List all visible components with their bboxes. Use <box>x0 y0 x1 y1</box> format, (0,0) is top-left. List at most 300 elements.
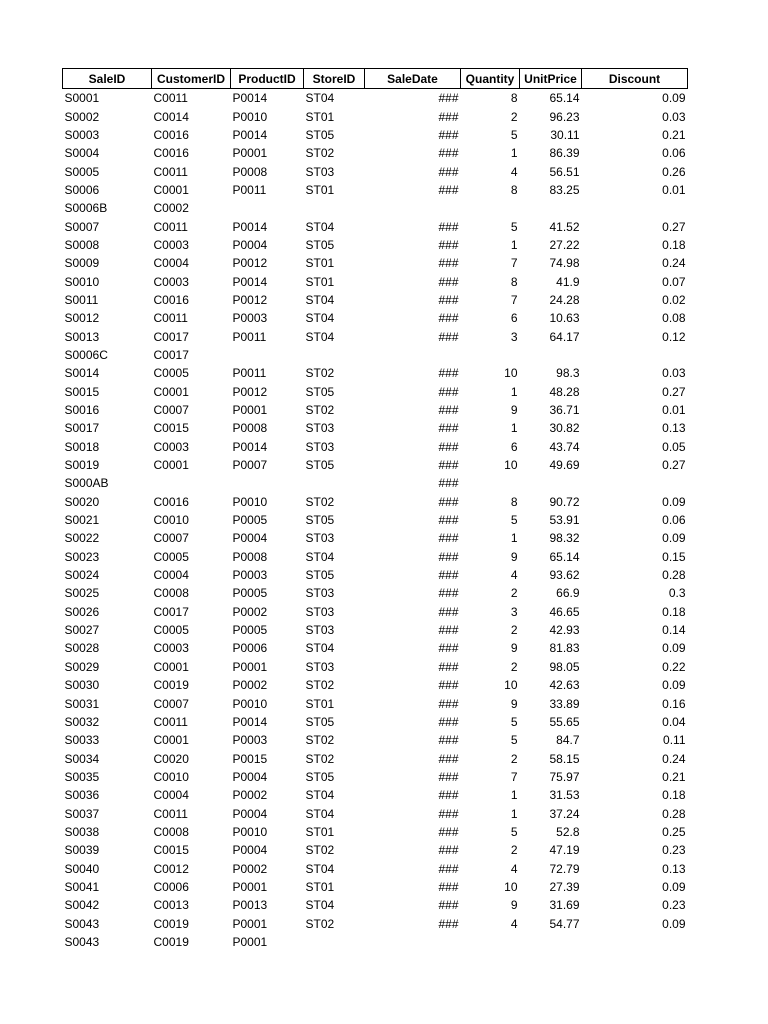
store-id-cell[interactable]: ST03 <box>305 623 335 638</box>
store-id-cell[interactable]: ST01 <box>305 696 335 711</box>
customer-id-cell[interactable]: C0001 <box>153 458 189 473</box>
sale-id-cell[interactable]: S0037 <box>64 806 100 821</box>
customer-id-cell[interactable]: C0016 <box>153 494 189 509</box>
quantity-cell[interactable]: 7 <box>510 292 518 307</box>
discount-cell[interactable]: 0.28 <box>662 806 686 821</box>
store-id-cell[interactable]: ST05 <box>305 568 335 583</box>
unit-price-cell[interactable]: 36.71 <box>549 403 580 418</box>
header-unitprice[interactable]: UnitPrice <box>520 69 582 89</box>
store-id-cell[interactable]: ST02 <box>305 403 335 418</box>
discount-cell[interactable]: 0.09 <box>662 531 686 546</box>
customer-id-cell[interactable]: C0015 <box>153 843 189 858</box>
sale-date-cell[interactable]: ### <box>438 476 459 491</box>
header-quantity[interactable]: Quantity <box>461 69 520 89</box>
sale-date-cell[interactable]: ### <box>438 788 459 803</box>
unit-price-cell[interactable]: 27.39 <box>549 879 580 894</box>
sale-id-cell[interactable]: S0002 <box>64 109 100 124</box>
discount-cell[interactable]: 0.13 <box>662 861 686 876</box>
sale-id-cell[interactable]: S0042 <box>64 898 100 913</box>
unit-price-cell[interactable]: 49.69 <box>549 458 580 473</box>
quantity-cell[interactable]: 2 <box>510 843 518 858</box>
unit-price-cell[interactable]: 48.28 <box>549 384 580 399</box>
discount-cell[interactable]: 0.02 <box>662 292 686 307</box>
product-id-cell[interactable]: P0004 <box>232 806 268 821</box>
quantity-cell[interactable]: 1 <box>510 384 518 399</box>
customer-id-cell[interactable]: C0010 <box>153 513 189 528</box>
sale-id-cell[interactable]: S0001 <box>64 91 100 106</box>
quantity-cell[interactable]: 5 <box>510 733 518 748</box>
store-id-cell[interactable]: ST04 <box>305 292 335 307</box>
discount-cell[interactable]: 0.03 <box>662 366 686 381</box>
store-id-cell[interactable]: ST01 <box>305 879 335 894</box>
quantity-cell[interactable]: 5 <box>510 513 518 528</box>
quantity-cell[interactable]: 1 <box>510 146 518 161</box>
quantity-cell[interactable]: 6 <box>510 311 518 326</box>
sale-date-cell[interactable]: ### <box>438 421 459 436</box>
discount-cell[interactable]: 0.21 <box>662 769 686 784</box>
unit-price-cell[interactable]: 47.19 <box>549 843 580 858</box>
store-id-cell[interactable] <box>304 199 365 217</box>
customer-id-cell[interactable]: C0006 <box>153 879 189 894</box>
quantity-cell[interactable]: 9 <box>510 549 518 564</box>
quantity-cell[interactable]: 6 <box>510 439 518 454</box>
store-id-cell[interactable]: ST02 <box>305 366 335 381</box>
sale-date-cell[interactable]: ### <box>438 806 459 821</box>
store-id-cell[interactable]: ST02 <box>305 733 335 748</box>
customer-id-cell[interactable]: C0017 <box>153 347 189 362</box>
store-id-cell[interactable]: ST02 <box>305 146 335 161</box>
sale-id-cell[interactable]: S0006B <box>64 201 108 216</box>
quantity-cell[interactable]: 3 <box>510 604 518 619</box>
discount-cell[interactable]: 0.09 <box>662 879 686 894</box>
product-id-cell[interactable]: P0005 <box>232 513 268 528</box>
unit-price-cell[interactable]: 30.82 <box>549 421 580 436</box>
discount-cell[interactable]: 0.09 <box>662 641 686 656</box>
sale-id-cell[interactable]: S0009 <box>64 256 100 271</box>
customer-id-cell[interactable]: C0007 <box>153 696 189 711</box>
store-id-cell[interactable]: ST04 <box>305 219 335 234</box>
discount-cell[interactable]: 0.09 <box>662 916 686 931</box>
product-id-cell[interactable]: P0003 <box>232 733 268 748</box>
store-id-cell[interactable]: ST04 <box>305 329 335 344</box>
quantity-cell[interactable] <box>461 346 520 364</box>
sale-id-cell[interactable]: S0036 <box>64 788 100 803</box>
product-id-cell[interactable]: P0003 <box>232 311 268 326</box>
sale-date-cell[interactable]: ### <box>438 824 459 839</box>
unit-price-cell[interactable]: 41.52 <box>549 219 580 234</box>
discount-cell[interactable]: 0.11 <box>663 733 686 748</box>
product-id-cell[interactable]: P0013 <box>232 898 268 913</box>
sale-date-cell[interactable]: ### <box>438 256 459 271</box>
discount-cell[interactable]: 0.01 <box>662 182 686 197</box>
product-id-cell[interactable]: P0011 <box>232 182 267 197</box>
unit-price-cell[interactable]: 54.77 <box>549 916 580 931</box>
product-id-cell[interactable]: P0004 <box>232 531 268 546</box>
discount-cell[interactable]: 0.09 <box>662 494 686 509</box>
sale-date-cell[interactable]: ### <box>438 843 459 858</box>
product-id-cell[interactable]: P0008 <box>232 549 268 564</box>
sale-id-cell[interactable]: S0031 <box>64 696 100 711</box>
sale-id-cell[interactable]: S0043 <box>64 916 100 931</box>
sale-date-cell[interactable]: ### <box>438 604 459 619</box>
sale-date-cell[interactable]: ### <box>438 586 459 601</box>
sale-date-cell[interactable]: ### <box>438 91 459 106</box>
discount-cell[interactable]: 0.18 <box>662 604 686 619</box>
store-id-cell[interactable]: ST04 <box>305 549 335 564</box>
discount-cell[interactable]: 0.05 <box>662 439 686 454</box>
customer-id-cell[interactable]: C0005 <box>153 549 189 564</box>
store-id-cell[interactable]: ST04 <box>305 641 335 656</box>
product-id-cell[interactable]: P0002 <box>232 678 268 693</box>
store-id-cell[interactable]: ST03 <box>305 604 335 619</box>
customer-id-cell[interactable]: C0003 <box>153 439 189 454</box>
customer-id-cell[interactable]: C0008 <box>153 824 189 839</box>
customer-id-cell[interactable]: C0005 <box>153 366 189 381</box>
sale-date-cell[interactable]: ### <box>438 659 459 674</box>
product-id-cell[interactable]: P0012 <box>232 384 268 399</box>
unit-price-cell[interactable]: 10.63 <box>549 311 580 326</box>
customer-id-cell[interactable] <box>152 474 231 492</box>
product-id-cell[interactable]: P0003 <box>232 568 268 583</box>
unit-price-cell[interactable] <box>520 346 582 364</box>
customer-id-cell[interactable]: C0019 <box>153 678 189 693</box>
quantity-cell[interactable] <box>461 474 520 492</box>
unit-price-cell[interactable]: 66.9 <box>556 586 580 601</box>
quantity-cell[interactable]: 5 <box>510 127 518 142</box>
sale-id-cell[interactable]: S0029 <box>64 659 100 674</box>
unit-price-cell[interactable]: 55.65 <box>549 714 580 729</box>
product-id-cell[interactable]: P0010 <box>232 109 268 124</box>
customer-id-cell[interactable]: C0002 <box>153 201 189 216</box>
product-id-cell[interactable]: P0008 <box>232 164 268 179</box>
discount-cell[interactable]: 0.12 <box>662 329 686 344</box>
unit-price-cell[interactable]: 31.53 <box>549 788 580 803</box>
sale-date-cell[interactable]: ### <box>438 403 459 418</box>
quantity-cell[interactable]: 4 <box>510 568 518 583</box>
quantity-cell[interactable]: 4 <box>510 164 518 179</box>
unit-price-cell[interactable]: 42.63 <box>549 678 580 693</box>
product-id-cell[interactable]: P0012 <box>232 256 268 271</box>
discount-cell[interactable]: 0.24 <box>662 751 686 766</box>
store-id-cell[interactable]: ST05 <box>305 127 335 142</box>
quantity-cell[interactable]: 1 <box>510 806 518 821</box>
customer-id-cell[interactable]: C0004 <box>153 788 189 803</box>
sale-id-cell[interactable]: S0010 <box>64 274 100 289</box>
store-id-cell[interactable]: ST03 <box>305 164 335 179</box>
discount-cell[interactable]: 0.28 <box>662 568 686 583</box>
customer-id-cell[interactable]: C0011 <box>153 806 188 821</box>
store-id-cell[interactable]: ST04 <box>305 861 335 876</box>
header-productid[interactable]: ProductID <box>231 69 304 89</box>
sale-id-cell[interactable]: S0013 <box>64 329 100 344</box>
sale-id-cell[interactable]: S0033 <box>64 733 100 748</box>
store-id-cell[interactable]: ST01 <box>305 824 335 839</box>
discount-cell[interactable] <box>582 346 688 364</box>
quantity-cell[interactable]: 9 <box>510 403 518 418</box>
unit-price-cell[interactable]: 31.69 <box>549 898 580 913</box>
discount-cell[interactable] <box>582 933 688 951</box>
product-id-cell[interactable]: P0004 <box>232 237 268 252</box>
customer-id-cell[interactable]: C0020 <box>153 751 189 766</box>
sale-date-cell[interactable]: ### <box>438 237 459 252</box>
header-discount[interactable]: Discount <box>582 69 688 89</box>
discount-cell[interactable]: 0.24 <box>662 256 686 271</box>
header-customerid[interactable]: CustomerID <box>152 69 231 89</box>
sale-id-cell[interactable]: S0028 <box>64 641 100 656</box>
discount-cell[interactable]: 0.09 <box>662 678 686 693</box>
quantity-cell[interactable]: 9 <box>510 898 518 913</box>
sale-id-cell[interactable]: S0005 <box>64 164 100 179</box>
customer-id-cell[interactable]: C0019 <box>153 934 189 949</box>
quantity-cell[interactable]: 10 <box>504 458 518 473</box>
unit-price-cell[interactable]: 84.7 <box>556 733 580 748</box>
header-storeid[interactable]: StoreID <box>304 69 365 89</box>
sale-date-cell[interactable]: ### <box>438 329 459 344</box>
customer-id-cell[interactable]: C0010 <box>153 769 189 784</box>
sale-date-cell[interactable]: ### <box>438 861 459 876</box>
customer-id-cell[interactable]: C0011 <box>153 311 188 326</box>
customer-id-cell[interactable]: C0016 <box>153 127 189 142</box>
store-id-cell[interactable] <box>304 346 365 364</box>
unit-price-cell[interactable]: 33.89 <box>549 696 580 711</box>
sale-id-cell[interactable]: S0025 <box>64 586 100 601</box>
sale-id-cell[interactable]: S0012 <box>64 311 100 326</box>
quantity-cell[interactable]: 4 <box>510 916 518 931</box>
sale-id-cell[interactable]: S0035 <box>64 769 100 784</box>
sale-date-cell[interactable] <box>365 199 461 217</box>
store-id-cell[interactable]: ST02 <box>305 678 335 693</box>
sale-id-cell[interactable]: S0003 <box>64 127 100 142</box>
product-id-cell[interactable]: P0001 <box>232 403 268 418</box>
unit-price-cell[interactable]: 98.05 <box>549 659 580 674</box>
customer-id-cell[interactable]: C0013 <box>153 898 189 913</box>
product-id-cell[interactable]: P0014 <box>232 714 268 729</box>
store-id-cell[interactable]: ST04 <box>305 91 335 106</box>
sale-date-cell[interactable]: ### <box>438 549 459 564</box>
sale-date-cell[interactable]: ### <box>438 623 459 638</box>
customer-id-cell[interactable]: C0014 <box>153 109 189 124</box>
store-id-cell[interactable]: ST05 <box>305 769 335 784</box>
product-id-cell[interactable]: P0001 <box>232 934 268 949</box>
unit-price-cell[interactable]: 52.8 <box>556 824 580 839</box>
sale-id-cell[interactable]: S0030 <box>64 678 100 693</box>
discount-cell[interactable]: 0.26 <box>662 164 686 179</box>
sale-date-cell[interactable]: ### <box>438 751 459 766</box>
sale-date-cell[interactable]: ### <box>438 568 459 583</box>
discount-cell[interactable]: 0.07 <box>662 274 686 289</box>
header-saledate[interactable]: SaleDate <box>365 69 461 89</box>
product-id-cell[interactable]: P0010 <box>232 696 268 711</box>
sale-id-cell[interactable]: S0011 <box>64 292 99 307</box>
quantity-cell[interactable]: 9 <box>510 641 518 656</box>
sale-date-cell[interactable]: ### <box>438 678 459 693</box>
product-id-cell[interactable]: P0011 <box>232 366 267 381</box>
unit-price-cell[interactable]: 81.83 <box>549 641 580 656</box>
unit-price-cell[interactable]: 64.17 <box>549 329 580 344</box>
sale-date-cell[interactable]: ### <box>438 879 459 894</box>
sale-date-cell[interactable]: ### <box>438 898 459 913</box>
discount-cell[interactable]: 0.3 <box>668 586 686 601</box>
quantity-cell[interactable] <box>461 933 520 951</box>
discount-cell[interactable]: 0.21 <box>662 127 686 142</box>
customer-id-cell[interactable]: C0003 <box>153 274 189 289</box>
product-id-cell[interactable]: P0014 <box>232 219 268 234</box>
store-id-cell[interactable]: ST04 <box>305 806 335 821</box>
header-saleid[interactable]: SaleID <box>63 69 152 89</box>
store-id-cell[interactable]: ST04 <box>305 898 335 913</box>
sale-id-cell[interactable]: S0014 <box>64 366 100 381</box>
quantity-cell[interactable]: 10 <box>504 678 518 693</box>
quantity-cell[interactable]: 2 <box>510 659 518 674</box>
unit-price-cell[interactable]: 65.14 <box>549 549 580 564</box>
customer-id-cell[interactable]: C0012 <box>153 861 189 876</box>
discount-cell[interactable]: 0.15 <box>662 549 686 564</box>
customer-id-cell[interactable]: C0003 <box>153 641 189 656</box>
discount-cell[interactable]: 0.27 <box>662 219 686 234</box>
sale-id-cell[interactable]: S0026 <box>64 604 100 619</box>
sale-id-cell[interactable]: S0023 <box>64 549 100 564</box>
sale-id-cell[interactable]: S0027 <box>64 623 100 638</box>
unit-price-cell[interactable]: 90.72 <box>549 494 580 509</box>
sale-date-cell[interactable]: ### <box>438 733 459 748</box>
customer-id-cell[interactable]: C0019 <box>153 916 189 931</box>
quantity-cell[interactable]: 1 <box>510 788 518 803</box>
product-id-cell[interactable]: P0008 <box>232 421 268 436</box>
discount-cell[interactable]: 0.09 <box>662 91 686 106</box>
quantity-cell[interactable]: 2 <box>510 586 518 601</box>
product-id-cell[interactable]: P0002 <box>232 788 268 803</box>
customer-id-cell[interactable]: C0016 <box>153 292 189 307</box>
product-id-cell[interactable]: P0005 <box>232 623 268 638</box>
unit-price-cell[interactable]: 46.65 <box>549 604 580 619</box>
sale-id-cell[interactable]: S0032 <box>64 714 100 729</box>
sale-id-cell[interactable]: S0041 <box>64 879 100 894</box>
sale-id-cell[interactable]: S0004 <box>64 146 100 161</box>
customer-id-cell[interactable]: C0007 <box>153 403 189 418</box>
unit-price-cell[interactable]: 24.28 <box>549 292 580 307</box>
sale-id-cell[interactable]: S0019 <box>64 458 100 473</box>
customer-id-cell[interactable]: C0001 <box>153 384 189 399</box>
sale-date-cell[interactable]: ### <box>438 219 459 234</box>
store-id-cell[interactable]: ST05 <box>305 714 335 729</box>
quantity-cell[interactable]: 4 <box>510 861 518 876</box>
product-id-cell[interactable]: P0010 <box>232 494 268 509</box>
customer-id-cell[interactable]: C0007 <box>153 531 189 546</box>
quantity-cell[interactable] <box>461 199 520 217</box>
unit-price-cell[interactable]: 83.25 <box>549 182 580 197</box>
product-id-cell[interactable]: P0011 <box>232 329 267 344</box>
product-id-cell[interactable]: P0014 <box>232 91 268 106</box>
discount-cell[interactable]: 0.14 <box>662 623 686 638</box>
discount-cell[interactable]: 0.08 <box>662 311 686 326</box>
sale-id-cell[interactable]: S000AB <box>64 476 109 491</box>
customer-id-cell[interactable]: C0011 <box>153 219 188 234</box>
store-id-cell[interactable]: ST01 <box>305 182 335 197</box>
sale-id-cell[interactable]: S0018 <box>64 439 100 454</box>
store-id-cell[interactable]: ST03 <box>305 421 335 436</box>
customer-id-cell[interactable]: C0005 <box>153 623 189 638</box>
product-id-cell[interactable]: P0014 <box>232 127 268 142</box>
unit-price-cell[interactable]: 98.32 <box>549 531 580 546</box>
sale-id-cell[interactable]: S0038 <box>64 824 100 839</box>
customer-id-cell[interactable]: C0017 <box>153 329 189 344</box>
quantity-cell[interactable]: 1 <box>510 531 518 546</box>
sale-id-cell[interactable]: S0015 <box>64 384 100 399</box>
store-id-cell[interactable]: ST02 <box>305 916 335 931</box>
store-id-cell[interactable]: ST02 <box>305 494 335 509</box>
unit-price-cell[interactable]: 65.14 <box>549 91 580 106</box>
product-id-cell[interactable]: P0012 <box>232 292 268 307</box>
product-id-cell[interactable]: P0014 <box>232 439 268 454</box>
sale-date-cell[interactable]: ### <box>438 439 459 454</box>
sale-id-cell[interactable]: S0020 <box>64 494 100 509</box>
quantity-cell[interactable]: 5 <box>510 219 518 234</box>
unit-price-cell[interactable] <box>520 199 582 217</box>
sale-date-cell[interactable]: ### <box>438 494 459 509</box>
store-id-cell[interactable]: ST01 <box>305 274 335 289</box>
quantity-cell[interactable]: 5 <box>510 824 518 839</box>
product-id-cell[interactable] <box>231 474 304 492</box>
product-id-cell[interactable]: P0014 <box>232 274 268 289</box>
sale-date-cell[interactable]: ### <box>438 311 459 326</box>
unit-price-cell[interactable]: 72.79 <box>549 861 580 876</box>
customer-id-cell[interactable]: C0001 <box>153 733 189 748</box>
product-id-cell[interactable]: P0001 <box>232 659 268 674</box>
product-id-cell[interactable]: P0015 <box>232 751 268 766</box>
store-id-cell[interactable]: ST01 <box>305 256 335 271</box>
product-id-cell[interactable]: P0001 <box>232 146 268 161</box>
sale-date-cell[interactable]: ### <box>438 164 459 179</box>
sale-id-cell[interactable]: S0008 <box>64 237 100 252</box>
customer-id-cell[interactable]: C0008 <box>153 586 189 601</box>
store-id-cell[interactable]: ST02 <box>305 843 335 858</box>
sale-id-cell[interactable]: S0006C <box>64 347 108 362</box>
sale-id-cell[interactable]: S0043 <box>64 934 100 949</box>
quantity-cell[interactable]: 2 <box>510 109 518 124</box>
store-id-cell[interactable]: ST05 <box>305 384 335 399</box>
quantity-cell[interactable]: 8 <box>510 91 518 106</box>
sale-date-cell[interactable]: ### <box>438 292 459 307</box>
quantity-cell[interactable]: 8 <box>510 274 518 289</box>
customer-id-cell[interactable]: C0011 <box>153 91 188 106</box>
product-id-cell[interactable] <box>231 199 304 217</box>
sale-date-cell[interactable]: ### <box>438 146 459 161</box>
quantity-cell[interactable]: 10 <box>504 879 518 894</box>
store-id-cell[interactable]: ST03 <box>305 586 335 601</box>
unit-price-cell[interactable]: 96.23 <box>549 109 580 124</box>
unit-price-cell[interactable]: 56.51 <box>549 164 580 179</box>
store-id-cell[interactable]: ST03 <box>305 531 335 546</box>
customer-id-cell[interactable]: C0017 <box>153 604 189 619</box>
discount-cell[interactable]: 0.25 <box>662 824 686 839</box>
product-id-cell[interactable]: P0005 <box>232 586 268 601</box>
sale-date-cell[interactable]: ### <box>438 513 459 528</box>
sale-date-cell[interactable]: ### <box>438 109 459 124</box>
product-id-cell[interactable] <box>231 346 304 364</box>
store-id-cell[interactable]: ST05 <box>305 513 335 528</box>
sale-id-cell[interactable]: S0007 <box>64 219 100 234</box>
sale-id-cell[interactable]: S0039 <box>64 843 100 858</box>
discount-cell[interactable]: 0.06 <box>662 513 686 528</box>
customer-id-cell[interactable]: C0001 <box>153 659 189 674</box>
unit-price-cell[interactable]: 41.9 <box>556 274 580 289</box>
quantity-cell[interactable]: 8 <box>510 494 518 509</box>
unit-price-cell[interactable]: 37.24 <box>549 806 580 821</box>
sale-id-cell[interactable]: S0016 <box>64 403 100 418</box>
quantity-cell[interactable]: 7 <box>510 256 518 271</box>
customer-id-cell[interactable]: C0004 <box>153 256 189 271</box>
store-id-cell[interactable] <box>304 474 365 492</box>
